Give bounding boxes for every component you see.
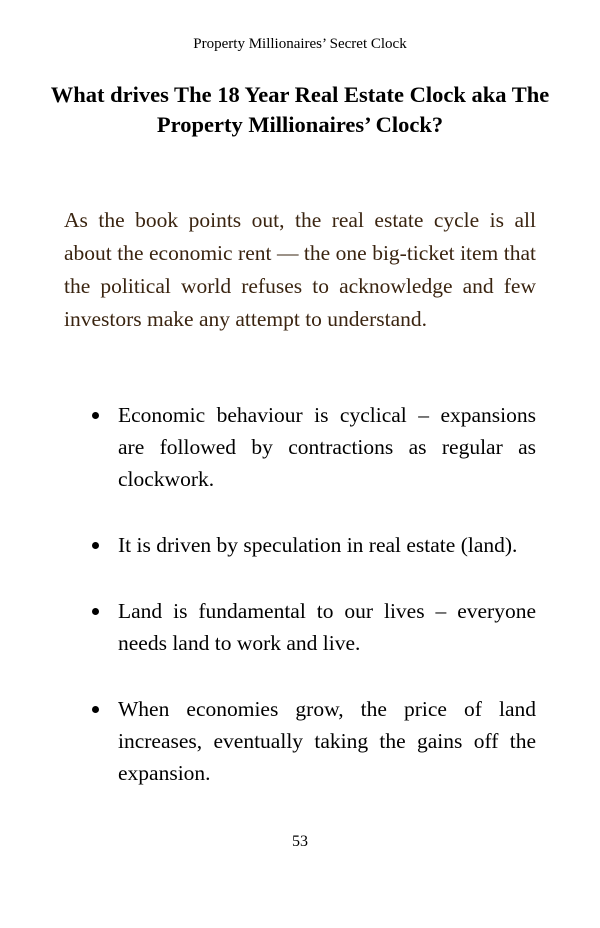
bullet-icon — [92, 706, 99, 713]
bullet-text: Economic behaviour is cyclical – expansions are followed by contractions as regular as clockwork. — [118, 403, 536, 491]
list-item — [0, 693, 536, 789]
page-title: What drives The 18 Year Real Estate Clock aka The Property Millionaires’ Clock? — [50, 82, 550, 137]
bullet-icon — [92, 412, 99, 419]
bullet-text: When economies grow, the price of land increases, eventually taking the gains off the expansion. — [118, 697, 536, 785]
list-item — [0, 595, 536, 659]
page-number: 53 — [292, 833, 308, 850]
bullet-icon — [92, 542, 99, 549]
bullet-text: It is driven by speculation in real estate (land). — [118, 533, 518, 557]
bullet-list — [0, 399, 600, 823]
intro-paragraph: As the book points out, the real estate cycle is all about the economic rent — the one big-ticket item that the political world refuses to acknowledge and few investors make any attempt to understand. — [64, 208, 536, 331]
bullet-icon — [92, 608, 99, 615]
bullet-text: Land is fundamental to our lives – everyone needs land to work and live. — [118, 599, 536, 655]
list-item — [0, 399, 536, 495]
list-item — [0, 529, 536, 561]
running-header: Property Millionaires’ Secret Clock — [193, 36, 407, 52]
